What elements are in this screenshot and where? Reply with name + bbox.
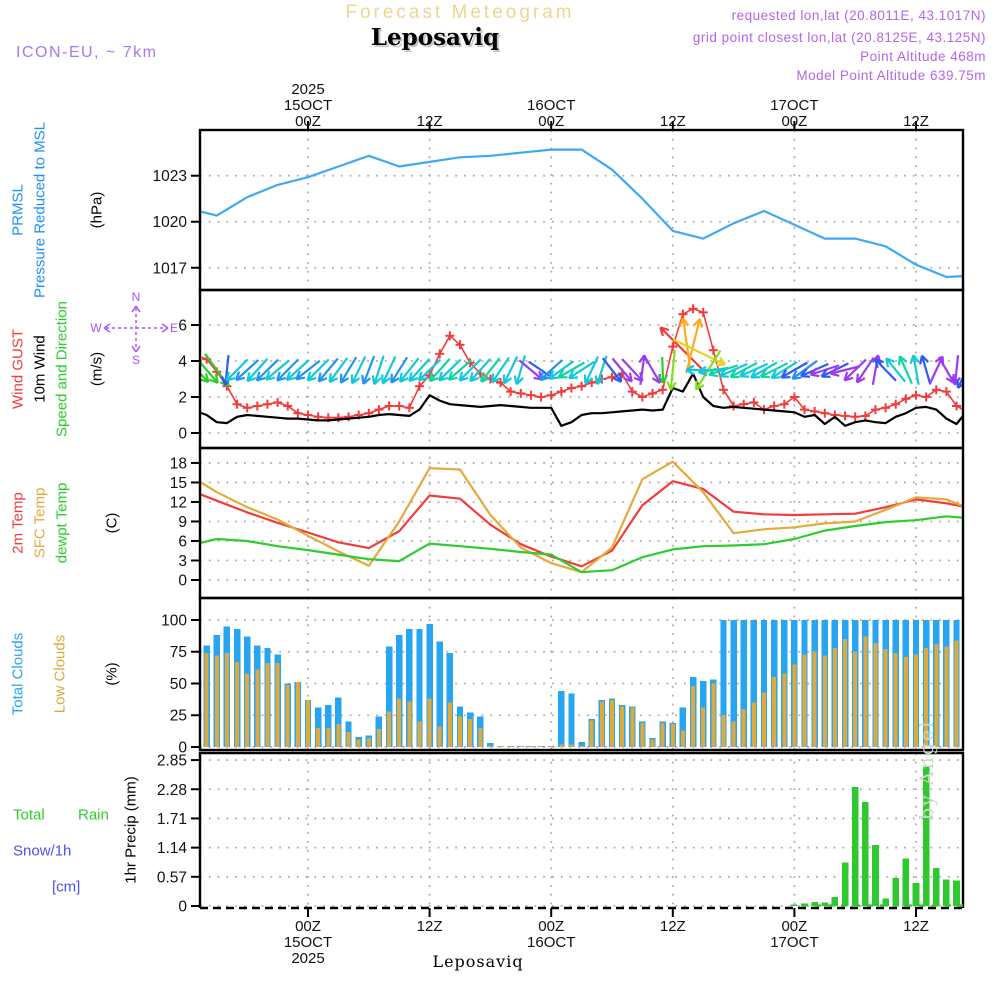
- axis-label: Total: [13, 806, 45, 824]
- axis-label: (hPa): [88, 191, 106, 229]
- svg-text:6: 6: [178, 533, 187, 551]
- svg-text:00Z: 00Z: [295, 918, 321, 935]
- svg-text:2.28: 2.28: [156, 781, 187, 799]
- svg-text:0.57: 0.57: [156, 869, 187, 887]
- axis-label: Rain: [78, 806, 109, 824]
- model-name: ICON-EU, ~ 7km: [16, 44, 158, 61]
- svg-text:18: 18: [169, 455, 187, 473]
- clouds-panel: [161, 598, 980, 757]
- clouds-gridlines: [200, 598, 963, 750]
- svg-text:15: 15: [169, 474, 187, 492]
- axis-label: SFC Temp: [31, 487, 49, 559]
- svg-text:12Z: 12Z: [416, 113, 443, 130]
- svg-text:2025: 2025: [291, 81, 325, 98]
- axis-label: PRMSL: [9, 184, 27, 236]
- axis-label: Pressure Reduced to MSL: [31, 122, 49, 298]
- svg-text:1017: 1017: [152, 260, 187, 278]
- axis-label: dewpt Temp: [53, 482, 71, 564]
- temp-series: [186, 462, 976, 573]
- svg-text:100: 100: [161, 612, 187, 630]
- svg-text:6: 6: [178, 317, 187, 335]
- svg-text:00Z: 00Z: [781, 113, 808, 130]
- precip-panel: [157, 753, 963, 916]
- temp-panel: [170, 448, 977, 598]
- svg-text:2: 2: [178, 389, 187, 407]
- svg-text:00Z: 00Z: [781, 918, 808, 935]
- svg-text:15OCT: 15OCT: [283, 934, 333, 951]
- svg-text:00Z: 00Z: [538, 113, 565, 130]
- svg-text:N: N: [131, 290, 141, 304]
- axis-label: Low Clouds: [51, 634, 69, 714]
- watermark: by Angel: [916, 719, 938, 820]
- grid-point-coords: grid point closest lon,lat (20.8125E, 43.125N): [692, 30, 986, 45]
- svg-text:2.85: 2.85: [156, 752, 187, 770]
- svg-text:12Z: 12Z: [903, 918, 929, 935]
- pressure-gridlines: [200, 130, 963, 290]
- svg-text:9: 9: [178, 513, 187, 531]
- axis-label: Total Clouds: [9, 632, 27, 716]
- svg-text:S: S: [131, 353, 141, 367]
- axis-label: 2m Temp: [9, 492, 27, 554]
- page-title: Forecast Meteogram: [345, 2, 575, 23]
- svg-text:15OCT: 15OCT: [283, 97, 333, 114]
- point-altitude: Point Altitude 468m: [860, 49, 986, 64]
- axis-label: (m/s): [88, 351, 106, 387]
- svg-text:2025: 2025: [291, 950, 325, 967]
- svg-text:17OCT: 17OCT: [770, 934, 819, 951]
- axis-label: Wind GUST: [9, 328, 27, 410]
- station-footer: Leposaviq: [432, 952, 524, 971]
- axis-label: Speed and Direction: [53, 301, 71, 437]
- svg-text:1020: 1020: [152, 214, 187, 232]
- svg-text:17OCT: 17OCT: [770, 97, 819, 114]
- wind-series: [182, 304, 990, 426]
- svg-text:12Z: 12Z: [659, 918, 686, 935]
- svg-text:00Z: 00Z: [295, 113, 321, 130]
- svg-text:3: 3: [178, 552, 187, 570]
- svg-text:E: E: [169, 321, 179, 335]
- svg-text:25: 25: [169, 707, 187, 725]
- axis-label: 1hr Precip (mm): [122, 776, 140, 884]
- station-title: Leposaviq: [370, 24, 500, 51]
- svg-text:00Z: 00Z: [538, 918, 565, 935]
- svg-text:12Z: 12Z: [416, 918, 443, 935]
- svg-text:16OCT: 16OCT: [527, 934, 576, 951]
- svg-text:0: 0: [178, 572, 187, 590]
- svg-text:16OCT: 16OCT: [527, 97, 576, 114]
- axis-label: Snow/1h: [13, 842, 72, 860]
- svg-text:1.14: 1.14: [156, 840, 187, 858]
- svg-text:12Z: 12Z: [659, 113, 686, 130]
- svg-text:12Z: 12Z: [903, 113, 929, 130]
- requested-coords: requested lon,lat (20.8011E, 43.1017N): [731, 8, 986, 23]
- pressure-panel: [153, 130, 977, 290]
- svg-text:50: 50: [169, 675, 187, 693]
- axis-label: (%): [103, 662, 121, 686]
- svg-text:4: 4: [178, 353, 187, 371]
- pressure-series: [186, 150, 976, 277]
- svg-text:75: 75: [169, 644, 187, 662]
- axis-label: 10m Wind: [31, 335, 49, 403]
- wind-panel: [178, 290, 989, 448]
- model-altitude: Model Point Altitude 639.75m: [796, 68, 986, 83]
- svg-text:0: 0: [178, 425, 187, 443]
- svg-text:12: 12: [169, 494, 187, 512]
- svg-text:W: W: [90, 321, 102, 335]
- axis-label: [cm]: [52, 878, 81, 896]
- axis-label: (C): [103, 512, 121, 534]
- precip-gridlines: [200, 753, 963, 908]
- svg-text:0: 0: [178, 898, 187, 916]
- svg-text:0: 0: [178, 739, 187, 757]
- svg-text:1023: 1023: [152, 168, 187, 186]
- svg-text:1.71: 1.71: [156, 810, 187, 828]
